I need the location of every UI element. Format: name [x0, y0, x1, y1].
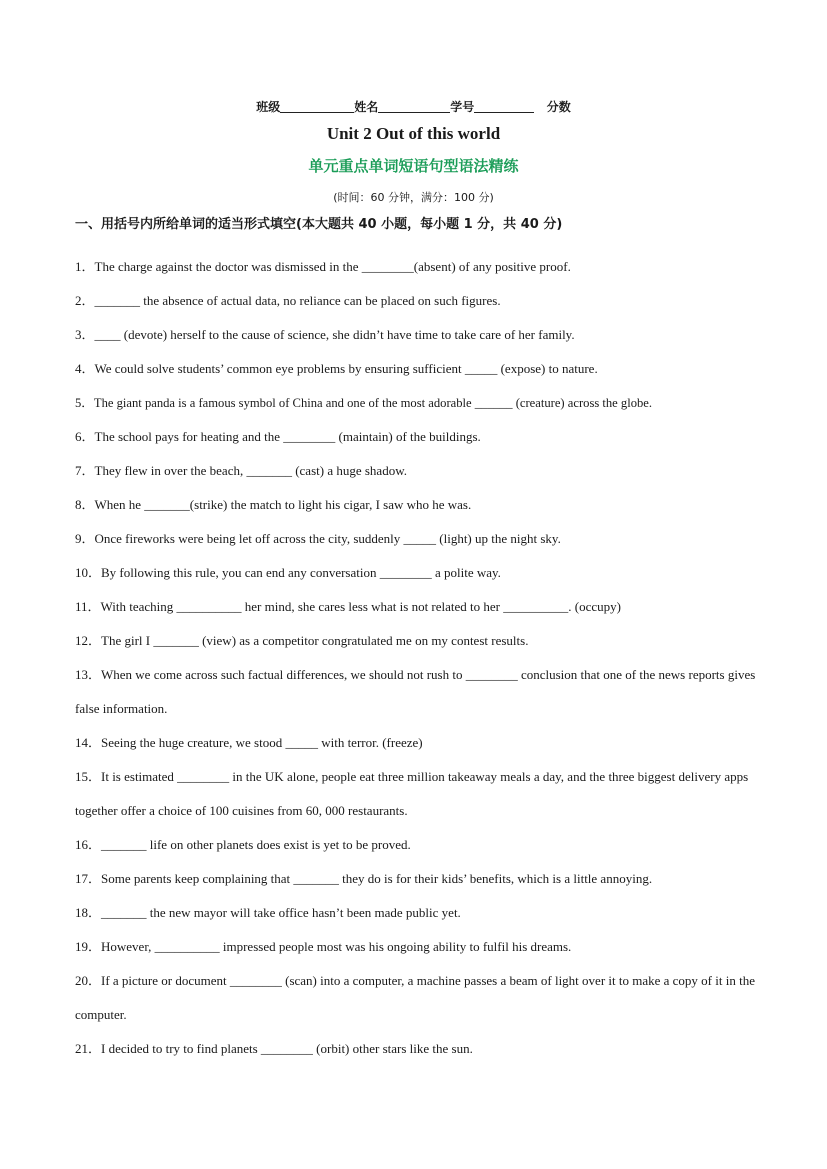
score-label: 分数: [546, 100, 571, 114]
class-label: 班级: [256, 100, 281, 114]
student-id-label: 学号: [450, 100, 475, 114]
section-heading: 一、用括号内所给单词的适当形式填空(本大题共 40 小题，每小题 1 分，共 40 分): [75, 217, 563, 232]
question-item: 19．However, __________ impressed people most was his ongoing ability to fulfil his dreams.: [75, 939, 572, 954]
question-item: 13．When we come across such factual differences, we should not rush to ________ conclusion that one of the news reports gives false information.: [75, 667, 756, 716]
question-item: 5．The giant panda is a famous symbol of China and one of the most adorable ______ (creature) across the globe.: [75, 396, 653, 410]
question-item: 4．We could solve students’ common eye problems by ensuring sufficient _____ (expose) to nature.: [75, 361, 598, 376]
question-item: 6．The school pays for heating and the ________ (maintain) of the buildings.: [75, 429, 481, 444]
time-and-score-info: (时间：60 分钟，满分：100 分): [333, 191, 494, 204]
question-item: 12．The girl I _______ (view) as a competitor congratulated me on my contest results.: [75, 633, 529, 648]
unit-title: Unit 2 Out of this world: [326, 124, 501, 143]
question-list: [75, 250, 765, 1066]
question-item: 9．Once fireworks were being let off across the city, suddenly _____ (light) up the night sky.: [75, 531, 561, 546]
question-item: 17．Some parents keep complaining that _______ they do is for their kids’ benefits, which is a little annoying.: [75, 871, 653, 886]
question-item: 8．When he _______(strike) the match to light his cigar, I saw who he was.: [75, 497, 472, 512]
question-item: 2．_______ the absence of actual data, no reliance can be placed on such figures.: [75, 293, 501, 308]
question-item: 21．I decided to try to find planets ________ (orbit) other stars like the sun.: [75, 1041, 473, 1056]
question-item: 20．If a picture or document ________ (scan) into a computer, a machine passes a beam of light over it to make a copy of it in the computer.: [75, 973, 755, 1022]
question-item: 16．_______ life on other planets does exist is yet to be proved.: [75, 837, 411, 852]
worksheet-subtitle: 单元重点单词短语句型语法精练: [308, 157, 519, 175]
question-item: 7．They flew in over the beach, _______ (cast) a huge shadow.: [75, 463, 407, 478]
student-id-blank: [474, 100, 534, 113]
question-item: 10．By following this rule, you can end any conversation ________ a polite way.: [75, 565, 501, 580]
question-item: 14．Seeing the huge creature, we stood _____ with terror. (freeze): [75, 735, 423, 750]
class-blank: [280, 100, 354, 113]
name-label: 姓名: [354, 100, 379, 114]
question-item: 18．_______ the new mayor will take office hasn’t been made public yet.: [75, 905, 461, 920]
name-blank: [378, 100, 450, 113]
question-item: 3．____ (devote) herself to the cause of science, she didn’t have time to take care of her family.: [75, 327, 575, 342]
question-item: 11．With teaching __________ her mind, she cares less what is not related to her __________. (occupy): [75, 599, 621, 614]
student-info-line: [0, 98, 827, 115]
question-item: 1．The charge against the doctor was dismissed in the ________(absent) of any positive proof.: [75, 259, 571, 274]
question-item: 15．It is estimated ________ in the UK alone, people eat three million takeaway meals a day, and the three biggest delivery apps together offer a choice of 100 cuisines from 60, 000 restaurants.: [75, 769, 749, 818]
